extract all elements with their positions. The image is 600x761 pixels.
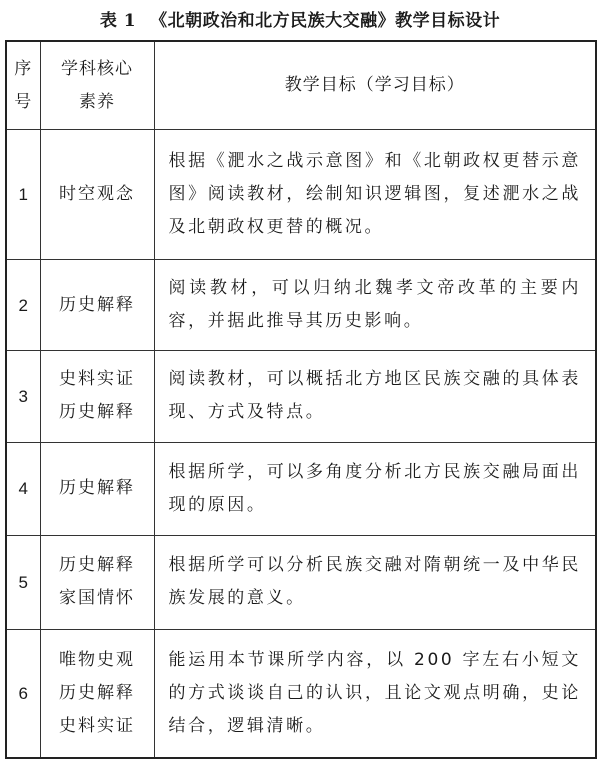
table-row (6, 130, 596, 260)
row-number: 3 (6, 350, 40, 442)
goal-cell: 能运用本节课所学内容，以 200 字左右小短文的方式谈谈自己的认识，且论文观点明确，史论结合，逻辑清晰。 (154, 629, 596, 758)
literacy-cell (40, 130, 154, 260)
table-caption (0, 6, 600, 31)
row-number: 4 (6, 442, 40, 535)
table-number: 表 1 (99, 11, 137, 31)
literacy-item: 历史解释 (59, 682, 135, 703)
header-goal: 教学目标（学习目标） (154, 41, 596, 130)
row-number: 5 (6, 535, 40, 629)
row-number: 2 (6, 260, 40, 351)
header-literacy-line: 素养 (79, 91, 115, 112)
goal-cell: 根据《淝水之战示意图》和《北朝政权更替示意图》阅读教材，绘制知识逻辑图，复述淝水之战及北朝政权更替的概况。 (154, 130, 596, 260)
table-row (6, 260, 596, 351)
literacy-item: 时空观念 (59, 184, 135, 205)
header-no-line: 序 (14, 58, 33, 79)
table-title: 《北朝政治和北方民族大交融》教学目标设计 (150, 11, 501, 31)
row-number: 6 (6, 629, 40, 758)
table-row (6, 442, 596, 535)
literacy-item: 史料实证 (59, 715, 135, 736)
literacy-item: 历史解释 (59, 478, 135, 499)
goal-cell: 根据所学，可以多角度分析北方民族交融局面出现的原因。 (154, 442, 596, 535)
table-row (6, 629, 596, 758)
teaching-goals-table (5, 40, 597, 759)
goal-cell: 阅读教材，可以归纳北魏孝文帝改革的主要内容，并据此推导其历史影响。 (154, 260, 596, 351)
table-row (6, 350, 596, 442)
header-no-line: 号 (14, 91, 33, 112)
header-literacy (40, 41, 154, 130)
literacy-item: 唯物史观 (59, 649, 135, 670)
literacy-cell (40, 442, 154, 535)
header-literacy-line: 学科核心 (61, 58, 133, 79)
header-row (6, 41, 596, 130)
table-row (6, 535, 596, 629)
goal-cell: 阅读教材，可以概括北方地区民族交融的具体表现、方式及特点。 (154, 350, 596, 442)
literacy-cell (40, 350, 154, 442)
literacy-item: 家国情怀 (59, 588, 135, 609)
header-no (6, 41, 40, 130)
literacy-item: 历史解释 (59, 294, 135, 315)
literacy-item: 历史解释 (59, 555, 135, 576)
literacy-item: 历史解释 (59, 402, 135, 423)
literacy-cell (40, 535, 154, 629)
goal-cell: 根据所学可以分析民族交融对隋朝统一及中华民族发展的意义。 (154, 535, 596, 629)
row-number: 1 (6, 130, 40, 260)
literacy-cell (40, 260, 154, 351)
literacy-item: 史料实证 (59, 369, 135, 390)
literacy-cell (40, 629, 154, 758)
